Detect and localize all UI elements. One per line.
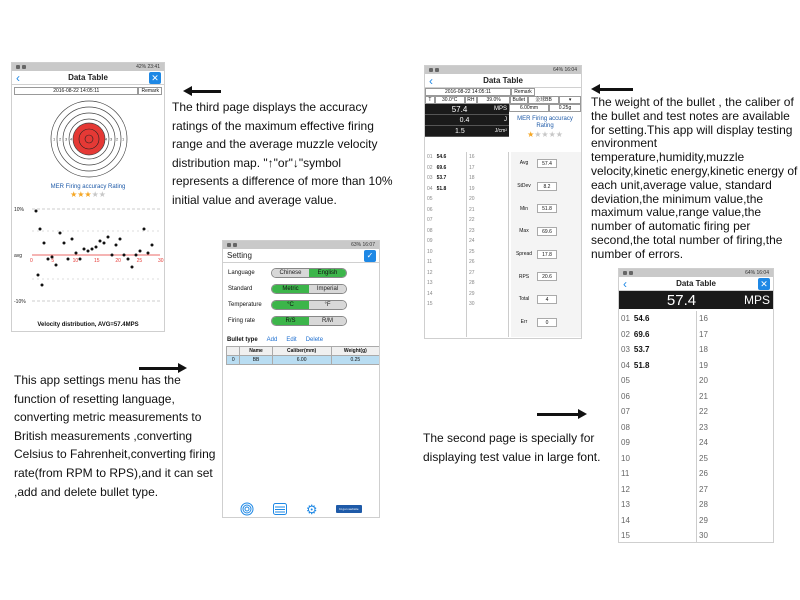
list-item: 13	[427, 280, 433, 286]
velocity-point	[47, 258, 50, 261]
list-item: 29	[699, 515, 708, 525]
app-bar	[619, 277, 773, 291]
energy-value: 0.4	[459, 116, 470, 124]
rating-stars	[12, 190, 164, 199]
stat-row	[511, 311, 582, 334]
datetime: 2016-08-22 14:05:11	[14, 87, 138, 95]
setting-row	[228, 299, 373, 311]
shot-list-left	[427, 152, 467, 337]
list-item: 05	[621, 376, 630, 385]
status-text: 64% 16:04	[745, 270, 769, 276]
stat-label: Min	[519, 205, 529, 212]
stat-value: 0	[537, 318, 557, 327]
velocity-point	[127, 258, 130, 261]
list-item: 24	[469, 238, 475, 244]
back-icon[interactable]: ‹	[16, 71, 20, 85]
temperature-value: 30.0°C	[435, 96, 465, 104]
list-item: 21	[699, 391, 708, 401]
page-title: Data Table	[676, 279, 716, 288]
shot-list-right	[699, 311, 773, 543]
stat-row	[511, 197, 582, 220]
star-icon: ★	[84, 190, 92, 199]
list-item: 28	[699, 500, 708, 509]
bullet-table	[226, 346, 380, 365]
star-icon: ★	[541, 130, 549, 139]
confirm-check-icon[interactable]: ✓	[364, 250, 376, 262]
ring-number: 1	[122, 136, 125, 142]
stat-label: Total	[518, 296, 530, 303]
status-bar	[223, 241, 379, 249]
ring-number: 3	[110, 136, 113, 142]
stat-label: StDev	[517, 183, 531, 190]
list-item: 07	[621, 407, 630, 416]
setting-label: Language	[228, 270, 255, 276]
ring-number: 1	[53, 136, 56, 142]
arrow-pointer	[537, 411, 587, 418]
velocity-point	[67, 258, 70, 261]
segmented-toggle[interactable]	[271, 316, 347, 326]
note-environment: The weight of the bullet , the caliber of the bullet and test notes are available for setting.This app will display testing environment temperature,humidity,muzzle velocity,kinetic energy,kinetic energy of each unit,average value, standard deviation,the minimum value,the maximum value,range value,the number of automatic firing per second,the total number of firing,the number of errors.	[591, 95, 798, 261]
humidity-value: 39.0%	[477, 96, 510, 104]
stat-value: 4	[537, 295, 557, 304]
toggle-option[interactable]: Chinese	[272, 269, 309, 277]
velocity-point	[95, 246, 98, 249]
list-item: 16	[469, 154, 475, 160]
delete-bullet-button[interactable]: Delete	[305, 337, 324, 343]
toggle-option[interactable]: Imperial	[309, 285, 346, 293]
star-icon: ★	[555, 130, 563, 139]
velocity-point	[91, 248, 94, 251]
list-item: 07	[427, 217, 433, 223]
stat-label: Err	[520, 319, 528, 326]
bottom-nav	[223, 501, 379, 517]
velocity-point	[87, 250, 90, 253]
x-tick-label: 30	[158, 258, 164, 264]
velocity-point	[51, 256, 54, 259]
list-item: 20	[699, 376, 708, 385]
star-icon: ★	[527, 130, 535, 139]
list-item: 10	[621, 453, 630, 463]
stat-value: 57.4	[537, 159, 557, 168]
shot-list-left	[621, 311, 697, 543]
stat-row	[511, 220, 582, 243]
list-item: 01 54.6	[427, 154, 447, 160]
star-icon: ★	[534, 130, 542, 139]
gear-icon[interactable]: ⚙	[305, 501, 318, 517]
table-cell: 0	[227, 356, 240, 365]
phone-settings-screen	[222, 240, 380, 518]
website-badge[interactable]: bt gun website	[336, 505, 361, 513]
app-bar	[12, 71, 164, 85]
bullet-info-panel	[509, 104, 581, 139]
readout-panel	[425, 104, 509, 139]
table-row[interactable]	[227, 356, 380, 365]
toggle-option[interactable]: °F	[309, 301, 346, 309]
edit-bullet-button[interactable]: Edit	[286, 337, 297, 343]
header-row	[14, 87, 162, 95]
list-item: 21	[469, 206, 475, 213]
star-icon: ★	[91, 190, 99, 199]
close-button[interactable]: ✕	[149, 72, 161, 84]
x-tick-label: 0	[30, 258, 33, 264]
page-title: Data Table	[68, 73, 108, 82]
list-item: 22	[699, 407, 708, 416]
caliber-value: 6.00mm	[509, 104, 549, 112]
y-tick-label: -10%	[14, 299, 26, 305]
column-header: Name	[240, 347, 272, 356]
list-item: 04 51.8	[427, 185, 447, 192]
stat-row	[511, 175, 582, 198]
velocity-point	[39, 228, 42, 231]
velocity-point	[99, 240, 102, 243]
arrow-pointer	[183, 88, 221, 95]
toggle-option[interactable]: Metric	[272, 285, 309, 293]
list-item: 24	[699, 438, 708, 447]
note-settings: This app settings menu has the function of resetting language, converting metric measurements to British measurements ,converting Celsius to Fahrenheit,converting firing rate(from RPM to RPS),and it can set ,add and delete bullet type.	[14, 373, 216, 499]
ring-number: 4	[105, 136, 108, 142]
velocity-point	[143, 228, 146, 231]
list-item: 20	[469, 196, 475, 202]
velocity-point	[43, 242, 46, 245]
toggle-option[interactable]: R/S	[272, 317, 309, 325]
stat-label: Avg	[519, 160, 529, 167]
list-item: 26	[469, 259, 475, 265]
weight-value: 0.25g	[549, 104, 581, 112]
list-item: 19	[469, 185, 475, 192]
list-item: 14	[427, 290, 433, 297]
column-header: Caliber(mm)	[272, 347, 331, 356]
phone-data-table-screen	[424, 65, 582, 339]
list-item: 11	[621, 469, 630, 478]
y-tick-label: 10%	[14, 207, 25, 213]
stat-row	[511, 152, 582, 175]
shot-list-right	[469, 152, 509, 337]
x-tick-label: 10	[72, 258, 79, 264]
energy-unit: J	[504, 117, 507, 123]
note-third-page: The third page displays the accuracy ratings of the maximum effective firing range and the average muzzle velocity distribution map. "↑"or"↓"symbol represents a difference of more than 10% initial value and average value.	[172, 100, 393, 207]
velocity-point	[107, 236, 110, 239]
x-tick-label: 25	[136, 258, 143, 264]
stat-label: RPS	[518, 273, 530, 280]
stat-row	[511, 243, 582, 266]
target-icon[interactable]	[240, 502, 254, 516]
list-item: 18	[469, 175, 475, 181]
bullet-type-label: Bullet type	[227, 337, 258, 343]
datetime: 2016-08-22 14:05:11	[425, 88, 511, 96]
list-item: 15	[427, 301, 433, 307]
setting-label: Temperature	[228, 302, 262, 308]
x-tick-label: 15	[94, 258, 100, 264]
velocity-point	[71, 238, 74, 241]
velocity-point	[135, 254, 138, 257]
rating-title: MER Firing accuracy Rating	[517, 116, 573, 129]
statistics-panel	[511, 152, 582, 337]
bullet-select[interactable]: 金球BB	[528, 96, 560, 104]
velocity-point	[151, 244, 154, 247]
ring-number: 2	[116, 136, 119, 142]
velocity-point	[59, 232, 62, 235]
note-second-page: The second page is specially for displaying test value in large font.	[423, 431, 601, 464]
speed-readout	[425, 104, 509, 115]
list-item: 16	[699, 314, 708, 323]
page-title: Data Table	[483, 76, 523, 85]
velocity-point	[119, 238, 122, 241]
environment-row	[425, 96, 581, 104]
speed-unit: MPS	[493, 106, 507, 112]
phone-large-font-screen	[618, 268, 774, 543]
x-tick-label: 5	[51, 258, 55, 264]
bullet-label: Bullet	[510, 96, 528, 104]
stat-value: 69.6	[537, 227, 557, 236]
velocity-point	[41, 284, 44, 287]
list-item: 19	[699, 360, 708, 370]
list-item: 01 54.6	[621, 314, 650, 323]
segmented-toggle[interactable]	[271, 300, 347, 310]
stat-row	[511, 265, 582, 288]
velocity-point	[79, 258, 82, 261]
energy-readout	[425, 115, 509, 126]
status-text: 42% 23:41	[136, 64, 160, 70]
stat-label: Max	[519, 228, 529, 235]
velocity-distribution-plot	[12, 201, 165, 316]
velocity-point	[55, 264, 58, 267]
page-title: Setting	[227, 251, 252, 260]
list-item: 06	[621, 391, 630, 401]
list-item: 04 51.8	[621, 360, 650, 370]
list-item: 18	[699, 345, 708, 354]
star-icon: ★	[70, 190, 78, 199]
rh-label: RH	[465, 96, 478, 104]
speed-readout	[619, 291, 773, 309]
velocity-point	[139, 250, 142, 253]
velocity-point	[83, 248, 86, 251]
list-item: 03 53.7	[427, 175, 447, 181]
setting-row	[228, 267, 373, 279]
velocity-point	[37, 274, 40, 277]
list-item: 30	[699, 531, 708, 540]
velocity-point	[123, 254, 126, 257]
star-icon: ★	[77, 190, 85, 199]
x-tick-label: 20	[115, 258, 121, 264]
ring-number: 2	[59, 136, 62, 142]
toggle-option[interactable]: R/M	[309, 317, 346, 325]
segmented-toggle[interactable]	[271, 268, 347, 278]
list-item: 13	[621, 500, 630, 509]
list-item: 09	[621, 438, 630, 447]
status-bar	[12, 63, 164, 71]
app-bar	[223, 249, 379, 263]
energy-density-readout	[425, 126, 509, 137]
star-icon: ★	[548, 130, 556, 139]
status-text: 64% 16:04	[553, 67, 577, 73]
remark-button[interactable]: Remark	[511, 88, 535, 96]
target-chart	[12, 96, 165, 182]
list-item: 06	[427, 206, 433, 213]
segmented-toggle[interactable]	[271, 284, 347, 294]
stat-label: Spread	[515, 251, 533, 258]
speed-value: 57.4	[451, 104, 468, 114]
phone-accuracy-screen	[11, 62, 165, 332]
energy-density-value: 1.5	[455, 127, 465, 135]
list-item: 25	[699, 453, 708, 463]
list-item: 22	[469, 217, 475, 223]
list-item: 08	[427, 227, 433, 234]
list-item: 08	[621, 422, 630, 432]
rating-stars	[509, 130, 581, 139]
list-item: 29	[469, 290, 475, 297]
setting-row	[228, 315, 373, 327]
status-bar	[619, 269, 773, 277]
list-item: 11	[427, 259, 433, 265]
velocity-point	[103, 242, 106, 245]
list-item: 05	[427, 196, 433, 202]
column-header: Weight(g)	[331, 347, 379, 356]
setting-label: Firing rate	[228, 318, 256, 324]
list-item: 03 53.7	[621, 345, 650, 354]
rating-title: MER Firing accuracy Rating	[50, 184, 126, 190]
velocity-point	[75, 252, 78, 255]
dropdown-icon[interactable]: ▾	[559, 96, 581, 104]
list-item: 17	[699, 329, 708, 339]
list-item: 14	[621, 515, 630, 525]
y-tick-label: avg	[14, 253, 23, 259]
list-item: 10	[427, 248, 433, 255]
setting-label: Standard	[228, 286, 253, 292]
list-item: 12	[427, 269, 433, 276]
back-icon[interactable]: ‹	[429, 74, 433, 88]
bullet-type-toolbar	[227, 337, 379, 343]
stat-value: 20.6	[537, 272, 557, 281]
list-item: 17	[469, 164, 475, 171]
ring-number: 3	[65, 136, 68, 142]
list-item: 27	[699, 484, 708, 494]
plot-caption: Velocity distribution, AVG=57.4MPS	[37, 322, 139, 328]
star-icon: ★	[98, 190, 106, 199]
list-icon[interactable]	[273, 503, 287, 515]
stat-row	[511, 288, 582, 311]
velocity-point	[63, 242, 66, 245]
energy-density-unit: J/cm²	[494, 128, 507, 134]
list-item: 12	[621, 484, 630, 494]
velocity-point	[115, 244, 118, 247]
stat-value: 17.8	[537, 250, 557, 259]
settings-list	[223, 267, 379, 327]
back-icon[interactable]: ‹	[623, 277, 627, 291]
velocity-point	[147, 252, 150, 255]
list-item: 15	[621, 531, 630, 540]
app-bar	[425, 74, 581, 88]
arrow-pointer	[591, 86, 633, 93]
list-item: 23	[699, 422, 708, 432]
add-bullet-button[interactable]: Add	[266, 337, 278, 343]
speed-value: 57.4	[666, 291, 697, 309]
table-cell: 0.25	[331, 356, 379, 365]
remark-button[interactable]: Remark	[138, 87, 162, 95]
velocity-point	[131, 266, 134, 269]
list-item: 02 69.6	[621, 329, 650, 339]
list-item: 27	[469, 269, 475, 276]
ring-number: 4	[70, 136, 73, 142]
table-cell: 6.00	[272, 356, 331, 365]
status-bar	[425, 66, 581, 74]
list-item: 09	[427, 238, 433, 244]
header-row	[425, 88, 581, 96]
status-text: 63% 16:07	[351, 242, 375, 248]
toggle-option[interactable]: °C	[272, 301, 309, 309]
speed-unit: MPS	[743, 293, 770, 307]
list-item: 28	[469, 280, 475, 286]
close-button[interactable]: ✕	[758, 278, 770, 290]
list-item: 30	[469, 301, 475, 307]
stat-value: 8.2	[537, 182, 557, 191]
velocity-point	[35, 210, 38, 213]
list-item: 26	[699, 469, 708, 478]
temp-label: T	[425, 96, 435, 104]
column-header	[227, 347, 240, 356]
list-item: 23	[469, 227, 475, 234]
setting-row	[228, 283, 373, 295]
stat-value: 51.8	[537, 204, 557, 213]
velocity-point	[111, 254, 114, 257]
list-item: 02 69.6	[427, 164, 447, 171]
list-item: 25	[469, 248, 475, 255]
table-cell: BB	[240, 356, 272, 365]
toggle-option[interactable]: English	[309, 269, 346, 277]
